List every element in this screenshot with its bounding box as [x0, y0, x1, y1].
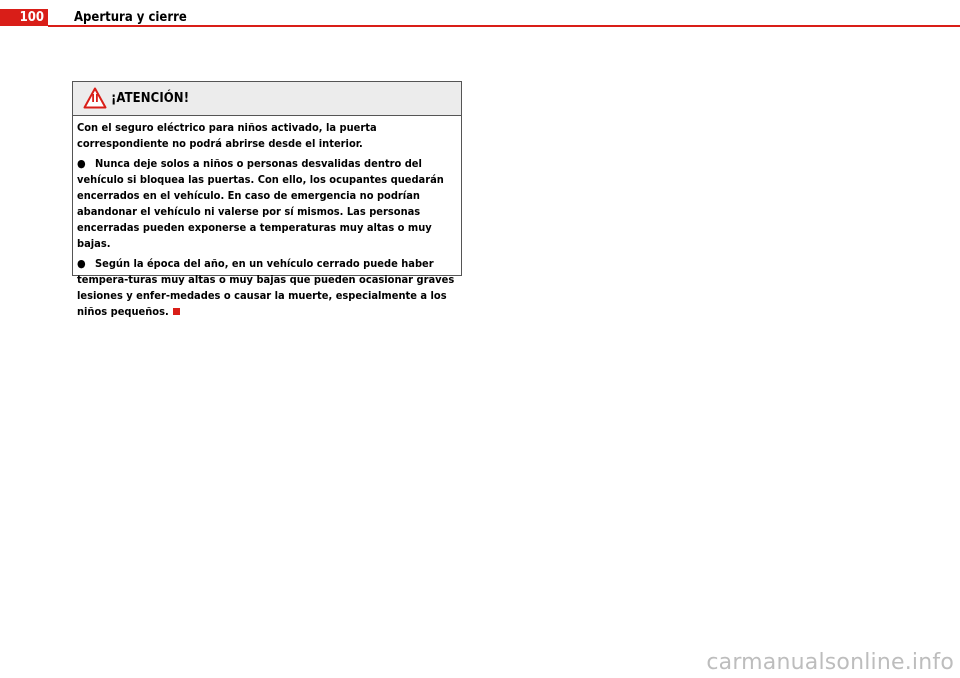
warning-box — [72, 81, 462, 318]
bullet-icon: ● — [77, 157, 86, 170]
warning-intro: Con el seguro eléctrico para niños activado, la puerta correspondiente no podrá abrirse desde el interior. — [77, 121, 377, 150]
warning-body — [73, 116, 461, 320]
section-end-icon — [173, 308, 180, 315]
page-number: 100 — [0, 9, 48, 26]
warning-triangle-icon — [83, 87, 107, 109]
warning-bullet-2 — [77, 256, 458, 320]
bullet-icon: ● — [77, 257, 86, 270]
page-header — [0, 0, 960, 26]
warning-title: ¡ATENCIÓN! — [111, 91, 190, 106]
warning-bullet-1 — [77, 156, 458, 252]
warning-bullet-text: Según la época del año, en un vehículo cerrado puede haber tempera-turas muy altas o muy bajas que pueden ocasionar graves lesiones y enfer-medades o causar la muerte, especialmente a los niños pequeños. — [77, 257, 455, 318]
warning-header — [73, 82, 461, 116]
watermark: carmanualsonline.info — [706, 650, 954, 675]
warning-bullet-text: Nunca deje solos a niños o personas desvalidas dentro del vehículo si bloquea las puertas. Con ello, los ocupantes quedarán encerrados en el vehículo. En caso de emergencia no podrían abandonar el vehículo ni valerse por sí mismos. Las personas encerradas pueden exponerse a temperaturas muy altas o muy bajas. — [77, 157, 444, 250]
chapter-title: Apertura y cierre — [74, 10, 187, 25]
header-rule — [48, 25, 960, 27]
